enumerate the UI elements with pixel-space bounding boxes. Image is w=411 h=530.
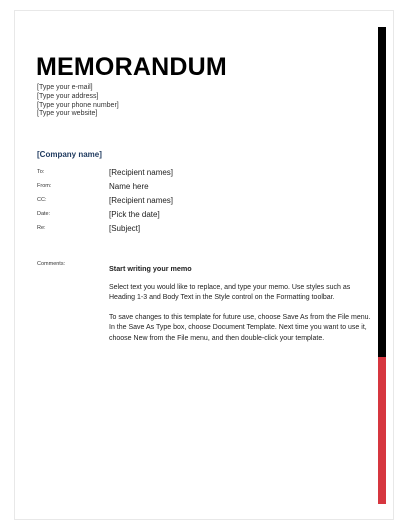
comments-label: Comments: [37,261,66,267]
contact-phone[interactable]: [Type your phone number] [37,101,119,109]
accent-bar-red [378,357,386,504]
contact-address[interactable]: [Type your address] [37,92,99,100]
company-name[interactable]: [Company name] [37,150,102,159]
memo-title: MEMORANDUM [36,53,227,81]
body-paragraph-1[interactable]: Select text you would like to replace, and type your memo. Use styles such as Heading 1-3 and Body Text in the Style control on the Formatting toolbar. [109,283,351,301]
contact-block [37,84,119,119]
field-labels [37,168,51,238]
memo-body[interactable] [109,264,374,353]
cc-label: CC: [37,197,47,203]
date-label: Date: [37,211,51,217]
re-label: Re: [37,225,46,231]
to-label: To: [37,169,45,175]
date-field[interactable]: [Pick the date] [109,210,160,219]
body-heading[interactable]: Start writing your memo [109,264,192,273]
body-paragraph-2[interactable]: To save changes to this template for future use, choose Save As from the File menu. In the Save As Type box, choose Document Template. Next time you want to use it, choose New from the File menu, and then double-click your template. [109,313,371,342]
accent-bar-black [378,27,386,357]
cc-field[interactable]: [Recipient names] [109,196,174,205]
contact-website[interactable]: [Type your website] [37,110,98,118]
to-field[interactable]: [Recipient names] [109,168,174,177]
contact-email[interactable]: [Type your e-mail] [37,84,93,91]
subject-field[interactable]: [Subject] [109,224,141,233]
field-values [109,168,173,238]
from-field[interactable]: Name here [109,182,149,191]
from-label: From: [37,183,52,189]
